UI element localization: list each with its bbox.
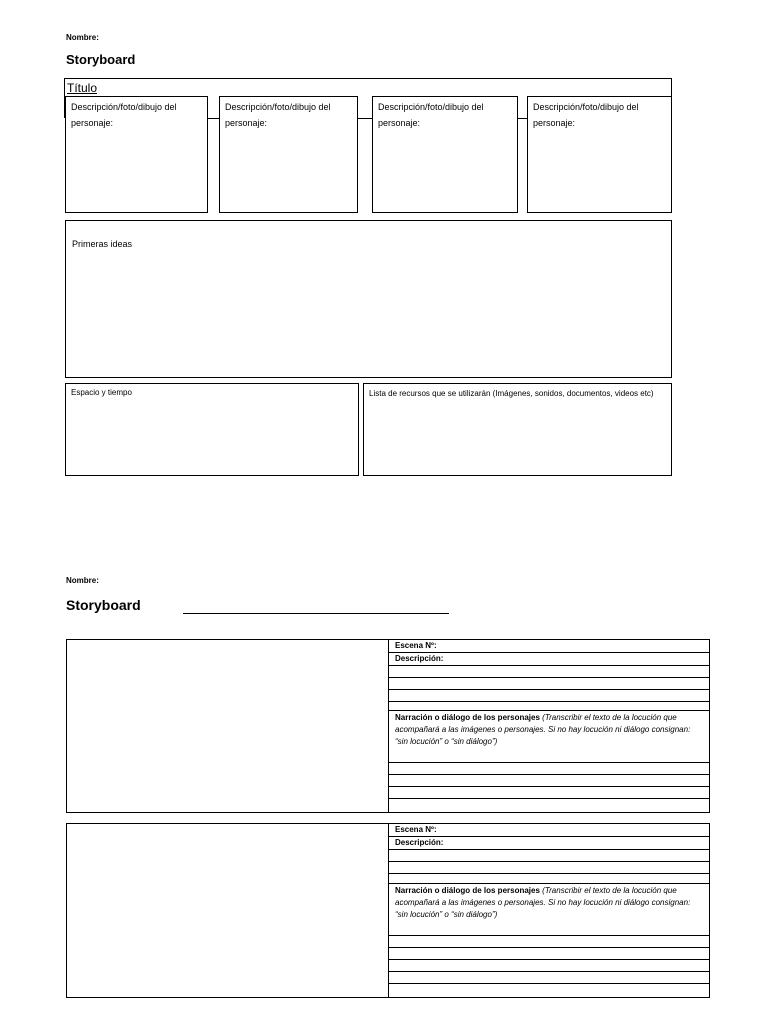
espacio-tiempo-label: Espacio y tiempo <box>71 388 132 397</box>
scene-block <box>66 639 710 813</box>
blank-line[interactable] <box>388 666 709 678</box>
blank-line[interactable] <box>388 948 709 960</box>
blank-line[interactable] <box>388 960 709 972</box>
primeras-ideas-label: Primeras ideas <box>72 239 133 249</box>
blank-line[interactable] <box>388 763 709 775</box>
narracion-row[interactable] <box>388 711 709 763</box>
nombre-label: Nombre: <box>66 576 99 585</box>
blank-line[interactable] <box>388 678 709 690</box>
character-label: Descripción/foto/dibujo del personaje: <box>225 102 331 128</box>
character-label: Descripción/foto/dibujo del personaje: <box>378 102 484 128</box>
character-box[interactable] <box>372 96 518 213</box>
character-label: Descripción/foto/dibujo del personaje: <box>71 102 177 128</box>
blank-line[interactable] <box>388 972 709 984</box>
blank-line[interactable] <box>388 862 709 874</box>
narracion-label: Narración o diálogo de los personajes <box>395 886 540 895</box>
narracion-instructions: (Transcribir el texto de la locución que acompañará a las imágenes o personajes. Si no hay locución ni diálogo consignan: “sin locución” o “sin diálogo”) <box>395 886 691 919</box>
descripcion-label: Descripción: <box>395 654 444 663</box>
character-label: Descripción/foto/dibujo del personaje: <box>533 102 639 128</box>
nombre-label: Nombre: <box>66 33 99 42</box>
escena-row[interactable] <box>388 824 709 837</box>
blank-line[interactable] <box>388 850 709 862</box>
scene-block <box>66 823 710 998</box>
title-underline-field[interactable] <box>183 613 449 614</box>
escena-label: Escena Nº: <box>395 825 437 834</box>
page-title: Storyboard <box>66 52 136 67</box>
page-title: Storyboard <box>66 597 141 613</box>
recursos-box[interactable] <box>363 383 672 476</box>
recursos-label: Lista de recursos que se utilizarán (Imágenes, sonidos, documentos, videos etc) <box>369 389 654 398</box>
narracion-instructions: (Transcribir el texto de la locución que acompañará a las imágenes o personajes. Si no hay locución ni diálogo consignan: “sin locución” o “sin diálogo”) <box>395 713 691 746</box>
character-box[interactable] <box>65 96 208 213</box>
descripcion-row[interactable] <box>388 837 709 850</box>
blank-line[interactable] <box>388 775 709 787</box>
character-box[interactable] <box>219 96 358 213</box>
blank-line[interactable] <box>388 799 709 812</box>
blank-line[interactable] <box>388 702 709 711</box>
descripcion-label: Descripción: <box>395 838 444 847</box>
escena-row[interactable] <box>388 640 709 653</box>
blank-line[interactable] <box>388 690 709 702</box>
titulo-field[interactable] <box>64 78 672 97</box>
scene-image-area[interactable] <box>67 824 389 997</box>
blank-line[interactable] <box>388 874 709 884</box>
blank-line[interactable] <box>388 984 709 997</box>
scene-image-area[interactable] <box>67 640 389 812</box>
narracion-label: Narración o diálogo de los personajes <box>395 713 540 722</box>
escena-label: Escena Nº: <box>395 641 437 650</box>
blank-line[interactable] <box>388 787 709 799</box>
titulo-label: Título <box>67 81 98 95</box>
espacio-tiempo-box[interactable] <box>65 383 359 476</box>
descripcion-row[interactable] <box>388 653 709 666</box>
character-box[interactable] <box>527 96 672 213</box>
blank-line[interactable] <box>388 936 709 948</box>
primeras-ideas-box[interactable] <box>65 220 672 378</box>
narracion-row[interactable] <box>388 884 709 936</box>
connector-line <box>358 118 372 119</box>
